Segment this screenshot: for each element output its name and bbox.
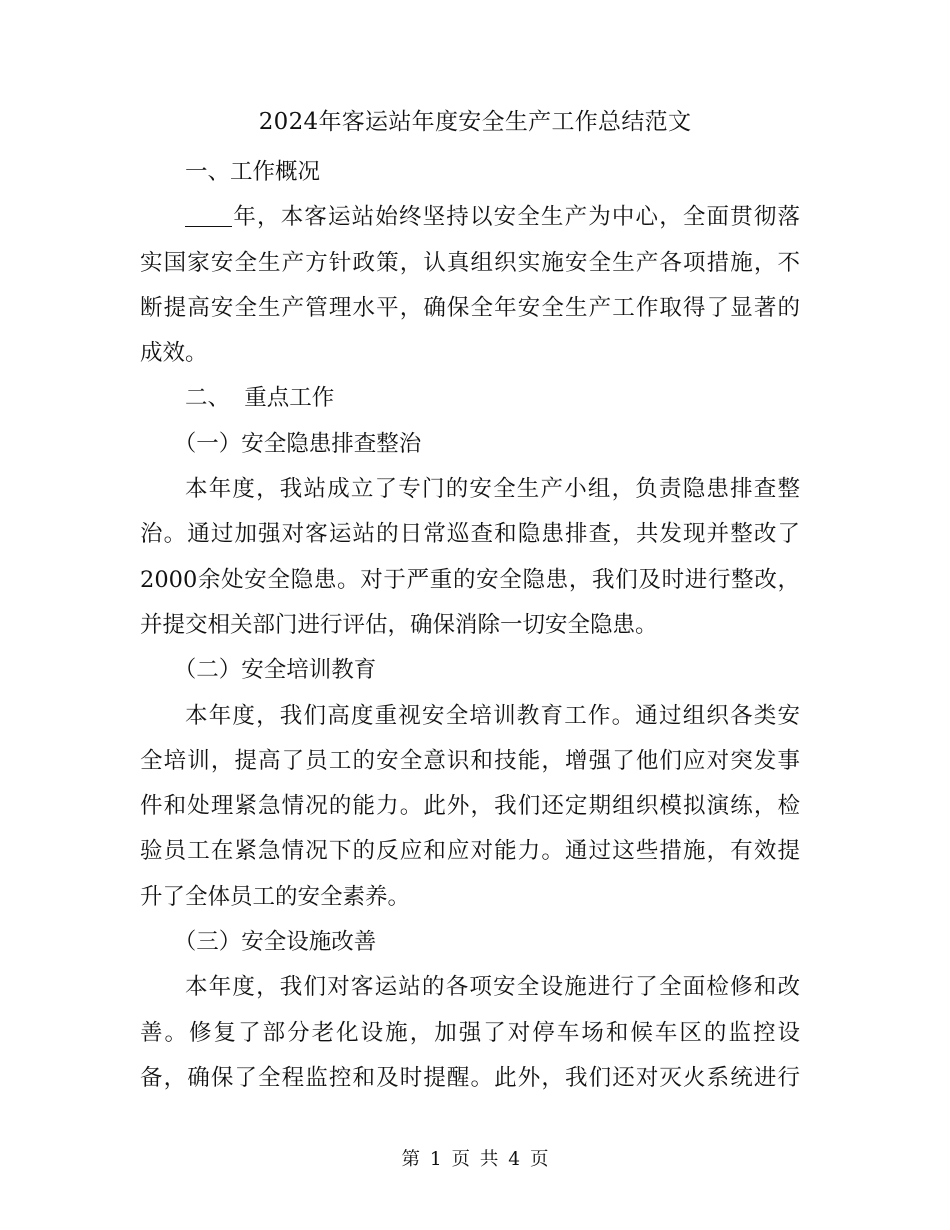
subheading-text: （一）安全隐患排查整治 [173, 430, 422, 457]
document-body [140, 150, 800, 1101]
paragraph-line: 并提交相关部门进行评估，确保消除一切安全隐患。 [140, 611, 658, 638]
paragraph-line: 2000余处安全隐患。对于严重的安全隐患，我们及时进行整改， [140, 566, 800, 593]
heading-text: 二、 重点工作 [185, 385, 335, 412]
paragraph-line: 本年度，我站成立了专门的安全生产小组，负责隐患排查整 [185, 476, 800, 503]
paragraph-line-text: 年，本客运站始终坚持以安全生产为中心，全面贯彻落 [232, 204, 800, 231]
paragraph-line: 实国家安全生产方针政策，认真组织实施安全生产各项措施，不 [140, 249, 800, 276]
fill-in-blank [185, 202, 232, 227]
paragraph-line: 验员工在紧急情况下的反应和应对能力。通过这些措施，有效提 [140, 838, 800, 865]
paragraph-hazard [140, 467, 800, 648]
paragraph-line: 治。通过加强对客运站的日常巡查和隐患排查，共发现并整改了 [140, 521, 800, 548]
paragraph-line: 本年度，我们对客运站的各项安全设施进行了全面检修和改 [185, 974, 800, 1001]
paragraph-line: 善。修复了部分老化设施，加强了对停车场和候车区的监控设 [140, 1019, 800, 1046]
paragraph-training [140, 694, 800, 920]
paragraph-line: 备，确保了全程监控和及时提醒。此外，我们还对灭火系统进行 [140, 1064, 800, 1091]
section-heading-key-work [140, 376, 800, 421]
page-footer: 第 1 页 共 4 页 [401, 1149, 549, 1170]
subsection-heading-facilities [140, 920, 800, 965]
subsection-heading-hazard [140, 422, 800, 467]
paragraph-overview [140, 195, 800, 376]
section-heading-overview [140, 150, 800, 195]
paragraph-line: 升了全体员工的安全素养。 [140, 883, 411, 910]
paragraph-facilities [140, 965, 800, 1101]
document-title: 2024年客运站年度安全生产工作总结范文 [258, 109, 692, 135]
paragraph-line: 断提高安全生产管理水平，确保全年安全生产工作取得了显著的 [140, 294, 800, 321]
subsection-heading-training [140, 648, 800, 693]
paragraph-line: 件和处理紧急情况的能力。此外，我们还定期组织模拟演练，检 [140, 793, 800, 820]
paragraph-line: 成效。 [140, 340, 208, 367]
paragraph-line [140, 195, 800, 240]
heading-text: 一、工作概况 [185, 159, 321, 185]
subheading-text: （二）安全培训教育 [173, 657, 377, 684]
paragraph-line: 全培训，提高了员工的安全意识和技能，增强了他们应对突发事 [140, 747, 800, 774]
subheading-text: （三）安全设施改善 [173, 929, 377, 956]
paragraph-line: 本年度，我们高度重视安全培训教育工作。通过组织各类安 [185, 702, 800, 729]
